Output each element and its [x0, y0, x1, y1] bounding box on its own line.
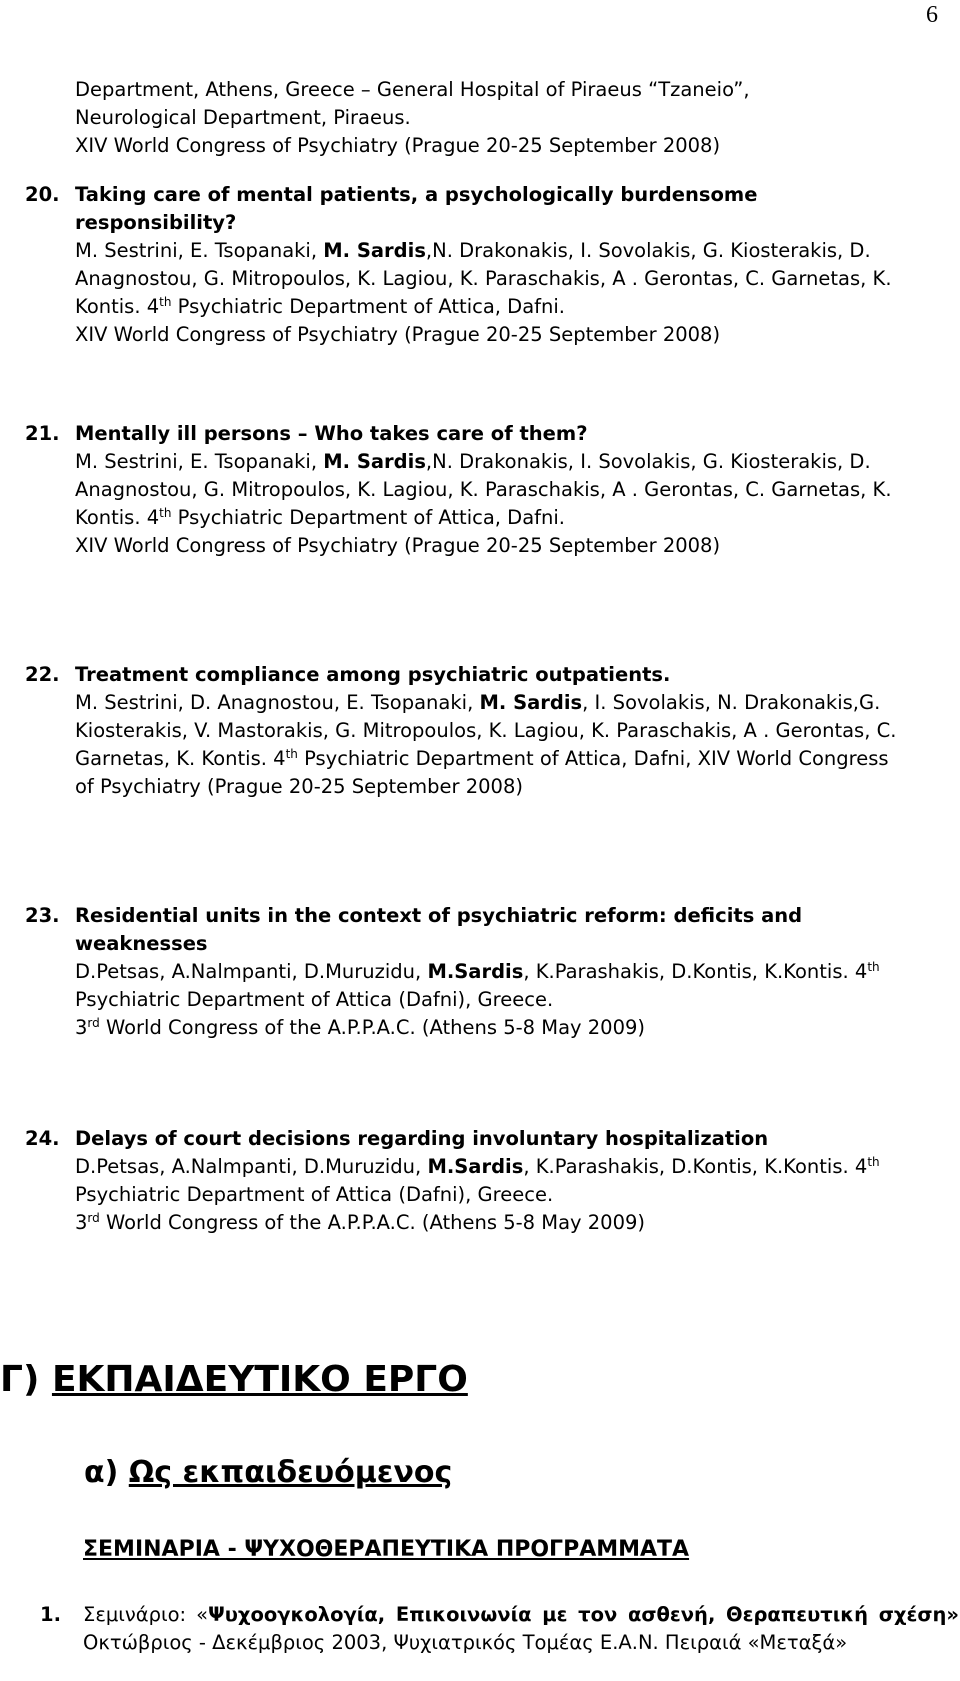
entry-number: 21. — [25, 422, 60, 445]
entry-title: Treatment compliance among psychiatric outpatients. — [75, 663, 671, 686]
entry-authors: M. Sestrini, E. Tsopanaki, M. Sardis,N. Drakonakis, I. Sovolakis, G. Kiosterakis, D. Anagnostou, G. Mitropoulos, K. Lagiou, K. Paraschakis, A . Gerontas, C. Garnetas, K. Kontis. 4th Psychiatric Department of Attica, Dafni. — [75, 239, 892, 318]
entry-authors: M. Sestrini, D. Anagnostou, E. Tsopanaki, M. Sardis, I. Sovolakis, N. Drakonakis,G. Kiosterakis, V. Mastorakis, G. Mitropoulos, K. Lagiou, K. Paraschakis, A . Gerontas, C. Garnetas, K. Kontis. 4th Psychiatric Department of Attica, Dafni, XIV World Congress of Psychiatry (Prague 20-25 September 2008) — [75, 691, 897, 798]
entry-congress: 3rd World Congress of the A.P.P.A.C. (Athens 5-8 May 2009) — [75, 1211, 645, 1234]
publication-entry-23 — [25, 902, 905, 1042]
intro-line: Neurological Department, Piraeus. — [75, 106, 411, 129]
intro-line: Department, Athens, Greece – General Hospital of Piraeus “Tzaneio”, — [75, 78, 750, 101]
highlighted-author: M. Sardis — [323, 450, 426, 473]
entry-congress: 3rd World Congress of the A.P.P.A.C. (Athens 5-8 May 2009) — [75, 1016, 645, 1039]
entry-authors: D.Petsas, A.Nalmpanti, D.Muruzidu, M.Sardis, K.Parashakis, D.Kontis, K.Kontis. 4th Psychiatric Department of Attica (Dafni), Greece. — [75, 1155, 880, 1206]
entry-title: Taking care of mental patients, a psychologically burdensome responsibility? — [75, 183, 758, 234]
entry-title: Mentally ill persons – Who takes care of them? — [75, 422, 588, 445]
entry-number: 23. — [25, 904, 60, 927]
highlighted-author: M. Sardis — [479, 691, 583, 714]
entry-title: Residential units in the context of psychiatric reform: deficits and weaknesses — [75, 904, 803, 955]
subsection-heading-seminars: ΣΕΜΙΝΑΡΙΑ - ΨΥΧΟΘΕΡΑΠΕΥΤΙΚΑ ΠΡΟΓΡΑΜΜΑΤΑ — [83, 1537, 690, 1562]
highlighted-author: M. Sardis — [323, 239, 426, 262]
entry-number: 24. — [25, 1127, 60, 1150]
intro-line: XIV World Congress of Psychiatry (Prague 20-25 September 2008) — [75, 134, 721, 157]
page-number: 6 — [926, 2, 938, 28]
section-heading-educational-work: Γ) ΕΚΠΑΙΔΕΥΤΙΚΟ ΕΡΓΟ — [0, 1359, 468, 1400]
seminar-item-1: 1. Σεμινάριο: «Ψυχοογκολογία, Επικοινωνία με τον ασθενή, Θεραπευτική σχέση» Οκτώβριος - Δεκέμβριος 2003, Ψυχιατρικός Τομέας Ε.Α.Ν. Πειραιά «Μεταξά» — [40, 1603, 960, 1654]
item-number: 1. — [40, 1603, 61, 1626]
entry-number: 22. — [25, 663, 60, 686]
entry-congress: XIV World Congress of Psychiatry (Prague 20-25 September 2008) — [75, 323, 721, 346]
highlighted-author: M.Sardis — [427, 1155, 524, 1178]
entry-authors: D.Petsas, A.Nalmpanti, D.Muruzidu, M.Sardis, K.Parashakis, D.Kontis, K.Kontis. 4th Psychiatric Department of Attica (Dafni), Greece. — [75, 960, 880, 1011]
entry-congress: XIV World Congress of Psychiatry (Prague 20-25 September 2008) — [75, 534, 721, 557]
entry-title: Delays of court decisions regarding involuntary hospitalization — [75, 1127, 769, 1150]
highlighted-author: M.Sardis — [427, 960, 524, 983]
publication-entry-22 — [25, 661, 905, 801]
intro-block — [75, 76, 905, 160]
entry-number: 20. — [25, 183, 60, 206]
publication-entry-24 — [25, 1125, 905, 1237]
seminar-title: Ψυχοογκολογία, Επικοινωνία με τον ασθενή, Θεραπευτική σχέση» — [208, 1603, 960, 1626]
subsection-heading-as-trainee: α) Ως εκπαιδευόμενος — [84, 1455, 453, 1490]
publication-entry-20 — [25, 181, 905, 349]
publication-entry-21 — [25, 420, 905, 560]
entry-authors: M. Sestrini, E. Tsopanaki, M. Sardis,N. Drakonakis, I. Sovolakis, G. Kiosterakis, D. Anagnostou, G. Mitropoulos, K. Lagiou, K. Paraschakis, A . Gerontas, C. Garnetas, K. Kontis. 4th Psychiatric Department of Attica, Dafni. — [75, 450, 892, 529]
